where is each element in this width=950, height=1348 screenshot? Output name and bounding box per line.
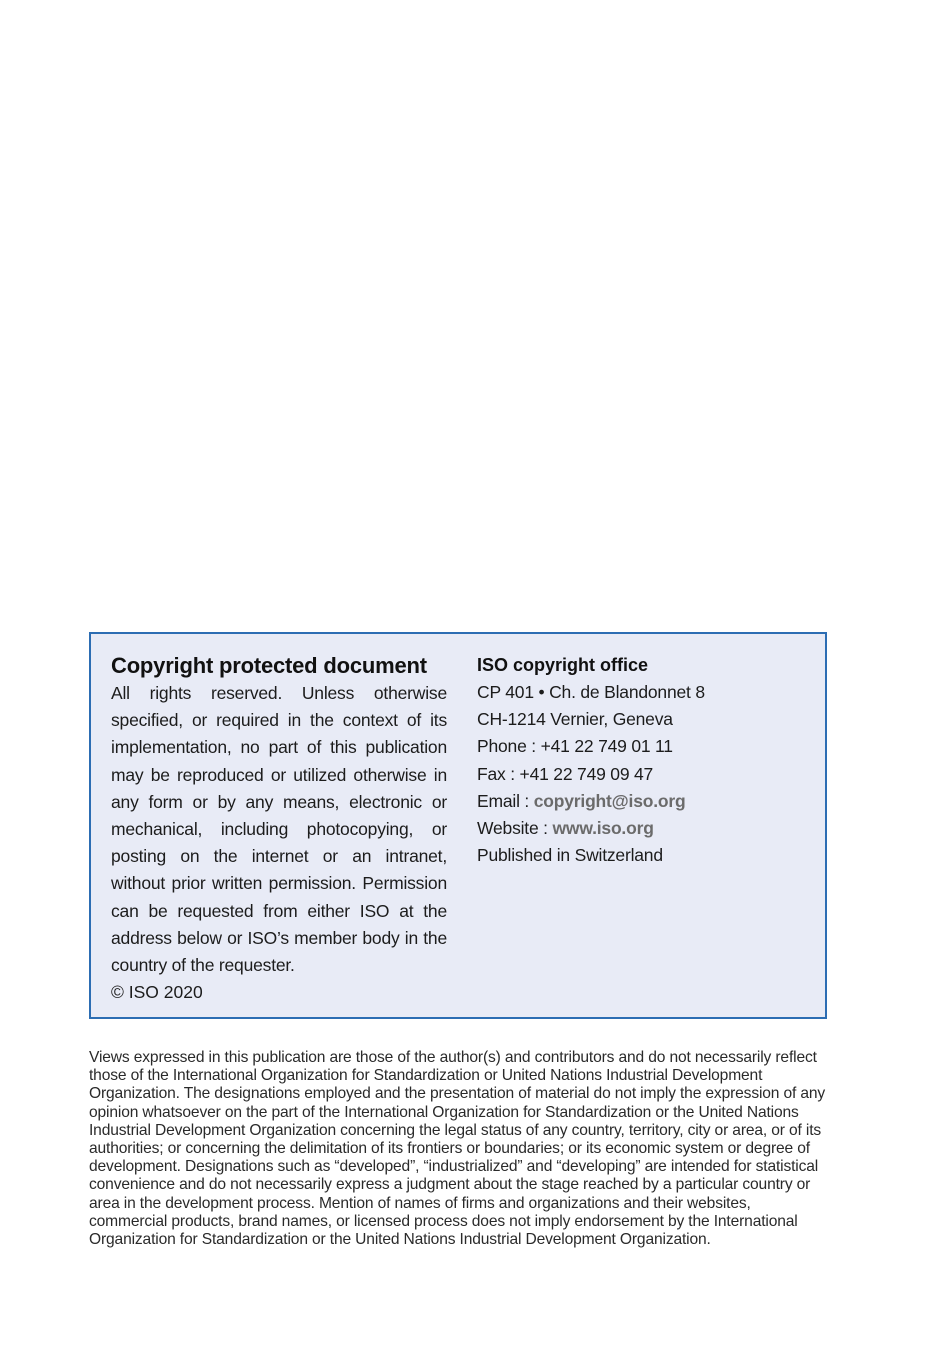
office-address-line2: CH-1214 Vernier, Geneva <box>477 709 673 730</box>
office-fax: Fax : +41 22 749 09 47 <box>477 763 654 784</box>
office-column <box>477 652 807 869</box>
disclaimer-text: Views expressed in this publication are those of the author(s) and contributors and do not necessarily reflect those of the International Organization for Standardization or United Nations Industrial Development Organization. The designations employed and the presentation of material do not imply the expression of any opinion whatsoever on the part of the International Organization for Standardization or the United Nations Industrial Development Organization concerning the legal status of any country, territory, city or area, or of its authorities; or concerning the delimitation of its frontiers or boundaries; or its economic system or degree of development. Designations such as “developed”, “industrialized” and “developing” are intended for statistical convenience and do not necessarily express a judgment about the stage reached by a particular country or area in the development process. Mention of names of firms and organizations and their websites, commercial products, brand names, or licensed process does not imply endorsement by the International Organization for Standardization or the United Nations Industrial Development Organization. <box>89 1049 826 1249</box>
website-label: Website : <box>477 818 553 839</box>
email-label: Email : <box>477 790 534 811</box>
copyright-title: Copyright protected document <box>111 653 427 678</box>
copyright-box <box>89 632 827 1019</box>
office-address-line1: CP 401 • Ch. de Blandonnet 8 <box>477 682 705 702</box>
copyright-column <box>111 652 447 1006</box>
office-published: Published in Switzerland <box>477 845 663 866</box>
email-link[interactable]: copyright@iso.org <box>533 790 686 811</box>
copyright-statement: All rights reserved. Unless otherwise specified, or required in the context of its implementation, no part of this publication may be reproduced or utilized otherwise in any form or by any means, electronic or mechanical, including photocopying, or posting on the internet or an intranet, without prior written permission. Permission can be requested from either ISO at the address below or ISO’s member body in the country of the requester. <box>111 683 447 976</box>
office-email-row <box>477 788 807 815</box>
office-website-row <box>477 815 807 842</box>
office-phone: Phone : +41 22 749 01 11 <box>477 736 673 757</box>
website-link[interactable]: www.iso.org <box>552 818 654 839</box>
copyright-notice: © ISO 2020 <box>111 982 203 1003</box>
office-title: ISO copyright office <box>477 655 649 675</box>
